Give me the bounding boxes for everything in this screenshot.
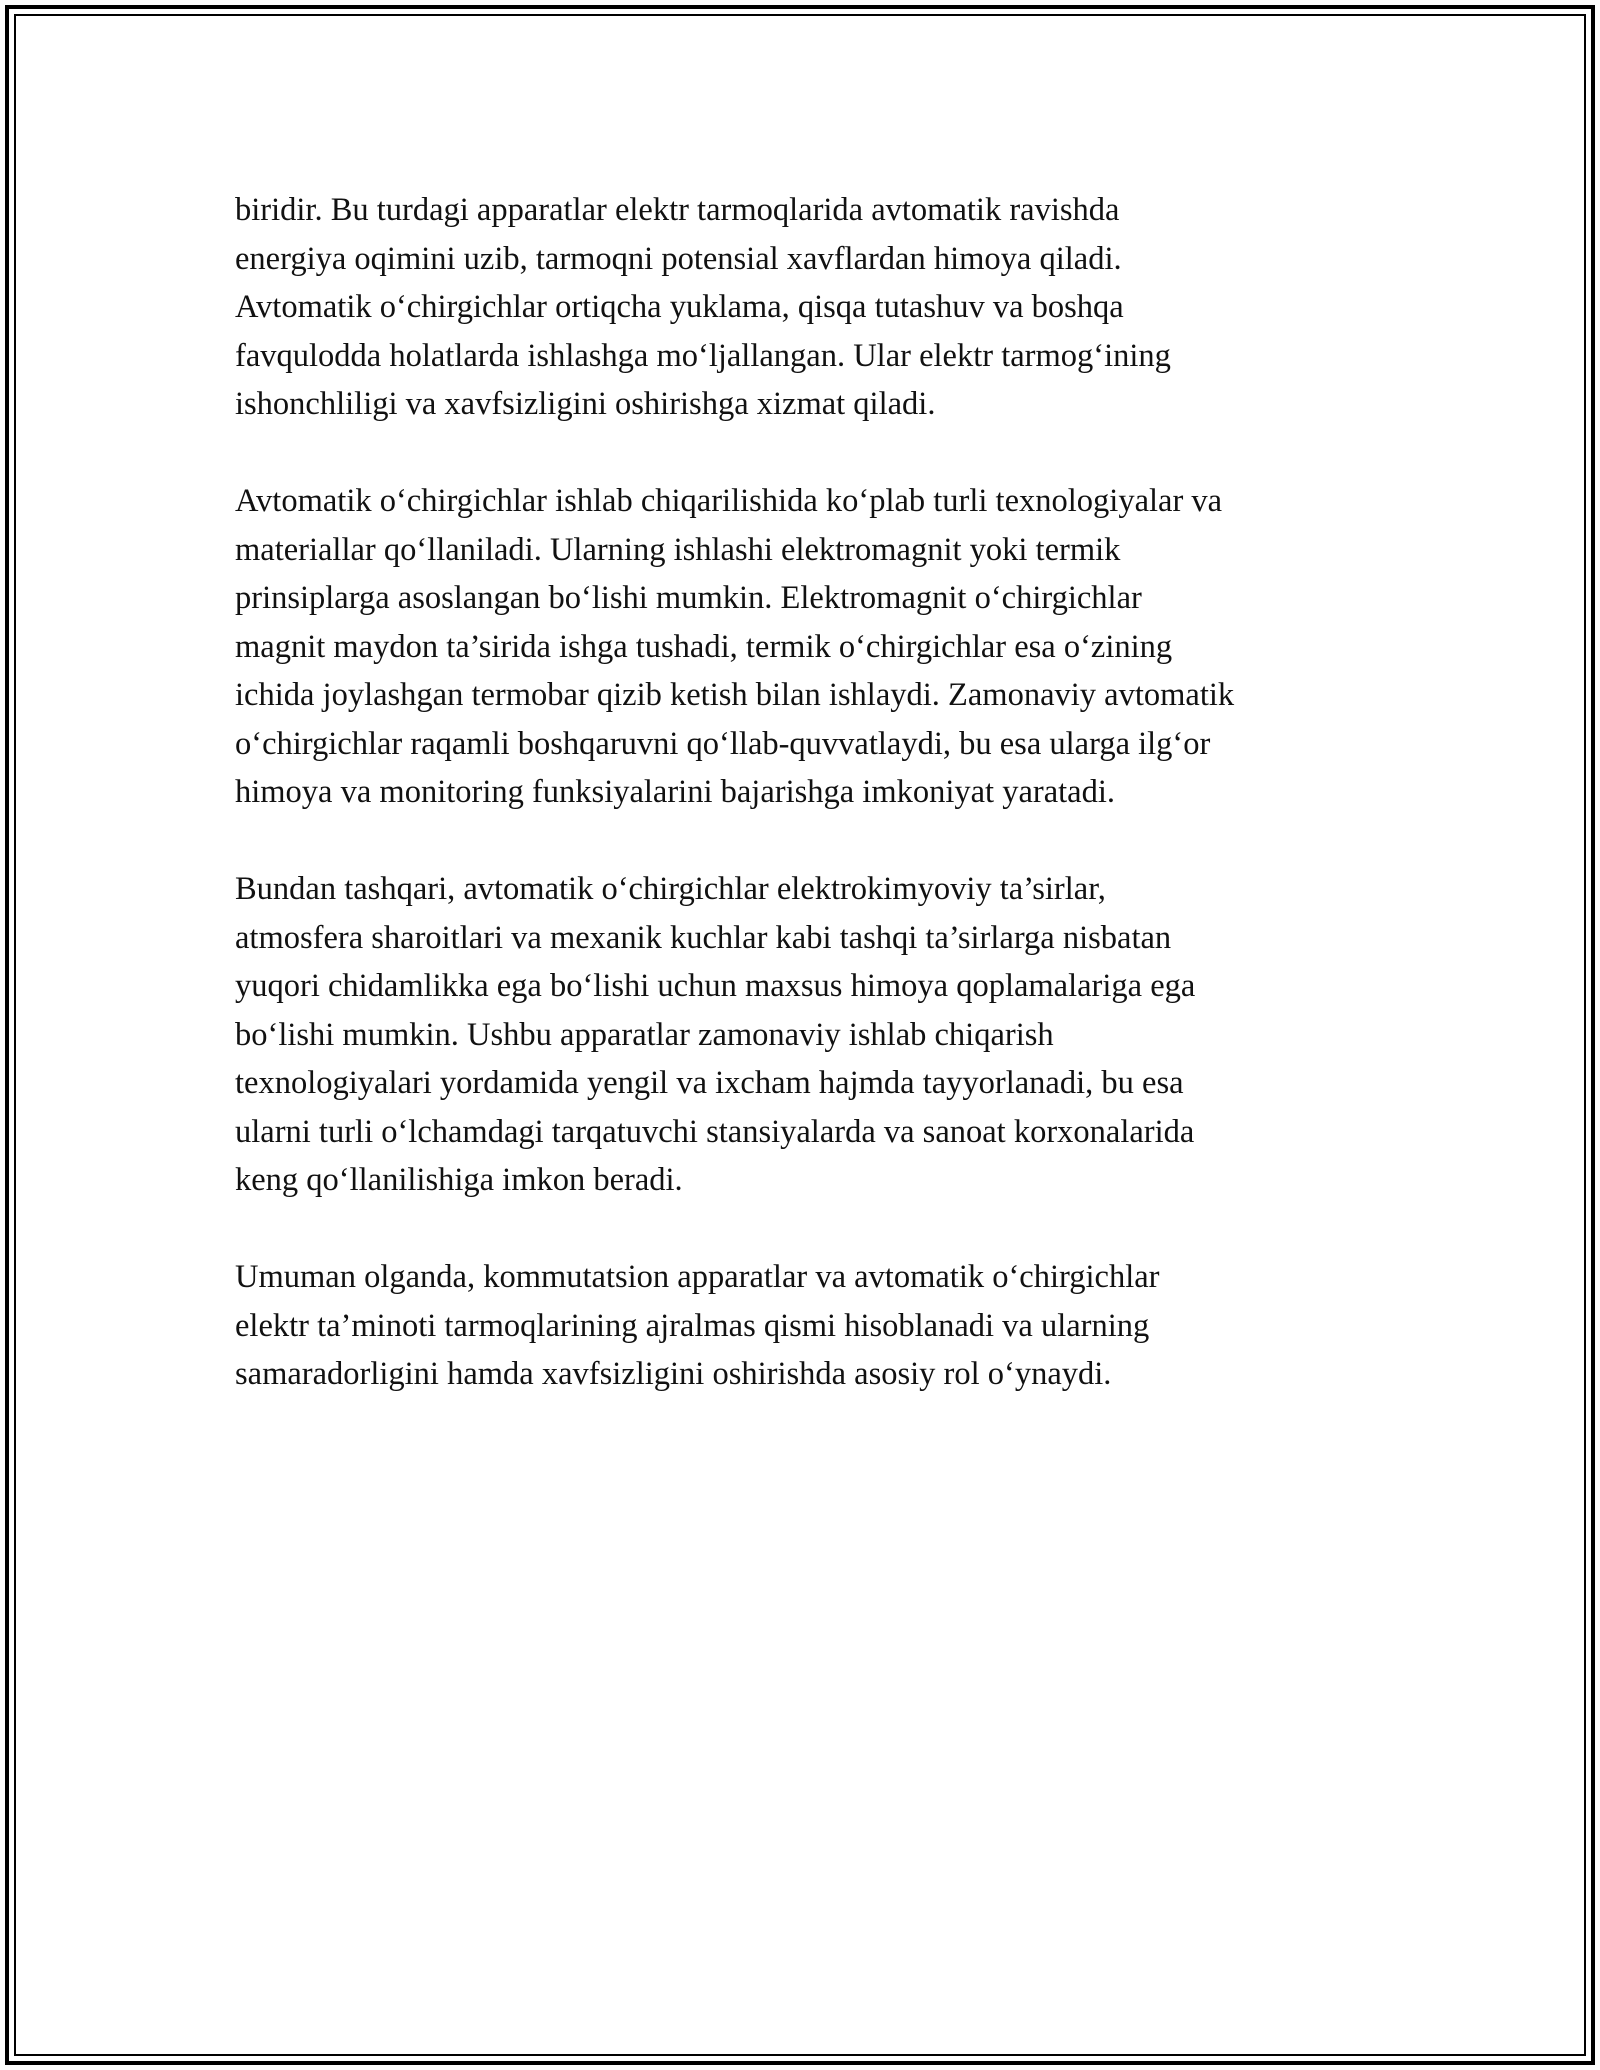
text-line: yuqori chidamlikka ega bo‘lishi uchun maxsus himoya qoplamalariga ega bbox=[235, 968, 1196, 1004]
text-line: ularni turli o‘lchamdagi tarqatuvchi stansiyalarda va sanoat korxonalarida bbox=[235, 1113, 1195, 1150]
text-line: texnologiyalari yordamida yengil va ixcham hajmda tayyorlanadi, bu esa bbox=[235, 1065, 1184, 1101]
text-line: favqulodda holatlarda ishlashga mo‘ljallangan. Ular elektr tarmog‘ining bbox=[235, 337, 1171, 374]
text-line: biridir. Bu turdagi apparatlar elektr tarmoqlarida avtomatik ravishda bbox=[235, 192, 1120, 228]
text-line: ichida joylashgan termobar qizib ketish bilan ishlaydi. Zamonaviy avtomatik bbox=[235, 677, 1235, 713]
text-line: bo‘lishi mumkin. Ushbu apparatlar zamonaviy ishlab chiqarish bbox=[235, 1016, 1054, 1053]
text-line: Avtomatik o‘chirgichlar ortiqcha yuklama, qisqa tutashuv va boshqa bbox=[235, 289, 1124, 325]
text-line: materiallar qo‘llaniladi. Ularning ishlashi elektromagnit yoki termik bbox=[235, 531, 1121, 568]
paragraph bbox=[235, 186, 1385, 429]
text-line: Umuman olganda, kommutatsion apparatlar va avtomatik o‘chirgichlar bbox=[235, 1259, 1160, 1295]
text-line: prinsiplarga asoslangan bo‘lishi mumkin. Elektromagnit o‘chirgichlar bbox=[235, 580, 1142, 616]
text-line: elektr ta’minoti tarmoqlarining ajralmas qismi hisoblanadi va ularning bbox=[235, 1307, 1150, 1344]
paragraph bbox=[235, 477, 1385, 817]
document-body bbox=[235, 186, 1385, 1447]
paragraph bbox=[235, 1253, 1385, 1399]
text-line: energiya oqimini uzib, tarmoqni potensial xavflardan himoya qiladi. bbox=[235, 240, 1122, 277]
text-line: samaradorligini hamda xavfsizligini oshirishda asosiy rol o‘ynaydi. bbox=[235, 1356, 1112, 1392]
text-line: magnit maydon ta’sirida ishga tushadi, termik o‘chirgichlar esa o‘zining bbox=[235, 628, 1173, 665]
text-line: ishonchliligi va xavfsizligini oshirishga xizmat qiladi. bbox=[235, 386, 936, 422]
text-line: Avtomatik o‘chirgichlar ishlab chiqarilishida ko‘plab turli texnologiyalar va bbox=[235, 483, 1223, 519]
paragraph bbox=[235, 865, 1385, 1205]
text-line: o‘chirgichlar raqamli boshqaruvni qo‘llab-quvvatlaydi, bu esa ularga ilg‘or bbox=[235, 725, 1211, 762]
text-line: Bundan tashqari, avtomatik o‘chirgichlar elektrokimyoviy ta’sirlar, bbox=[235, 871, 1106, 907]
text-line: keng qo‘llanilishiga imkon beradi. bbox=[235, 1162, 683, 1198]
text-line: himoya va monitoring funksiyalarini bajarishga imkoniyat yaratadi. bbox=[235, 774, 1115, 810]
text-line: atmosfera sharoitlari va mexanik kuchlar kabi tashqi ta’sirlarga nisbatan bbox=[235, 919, 1172, 956]
